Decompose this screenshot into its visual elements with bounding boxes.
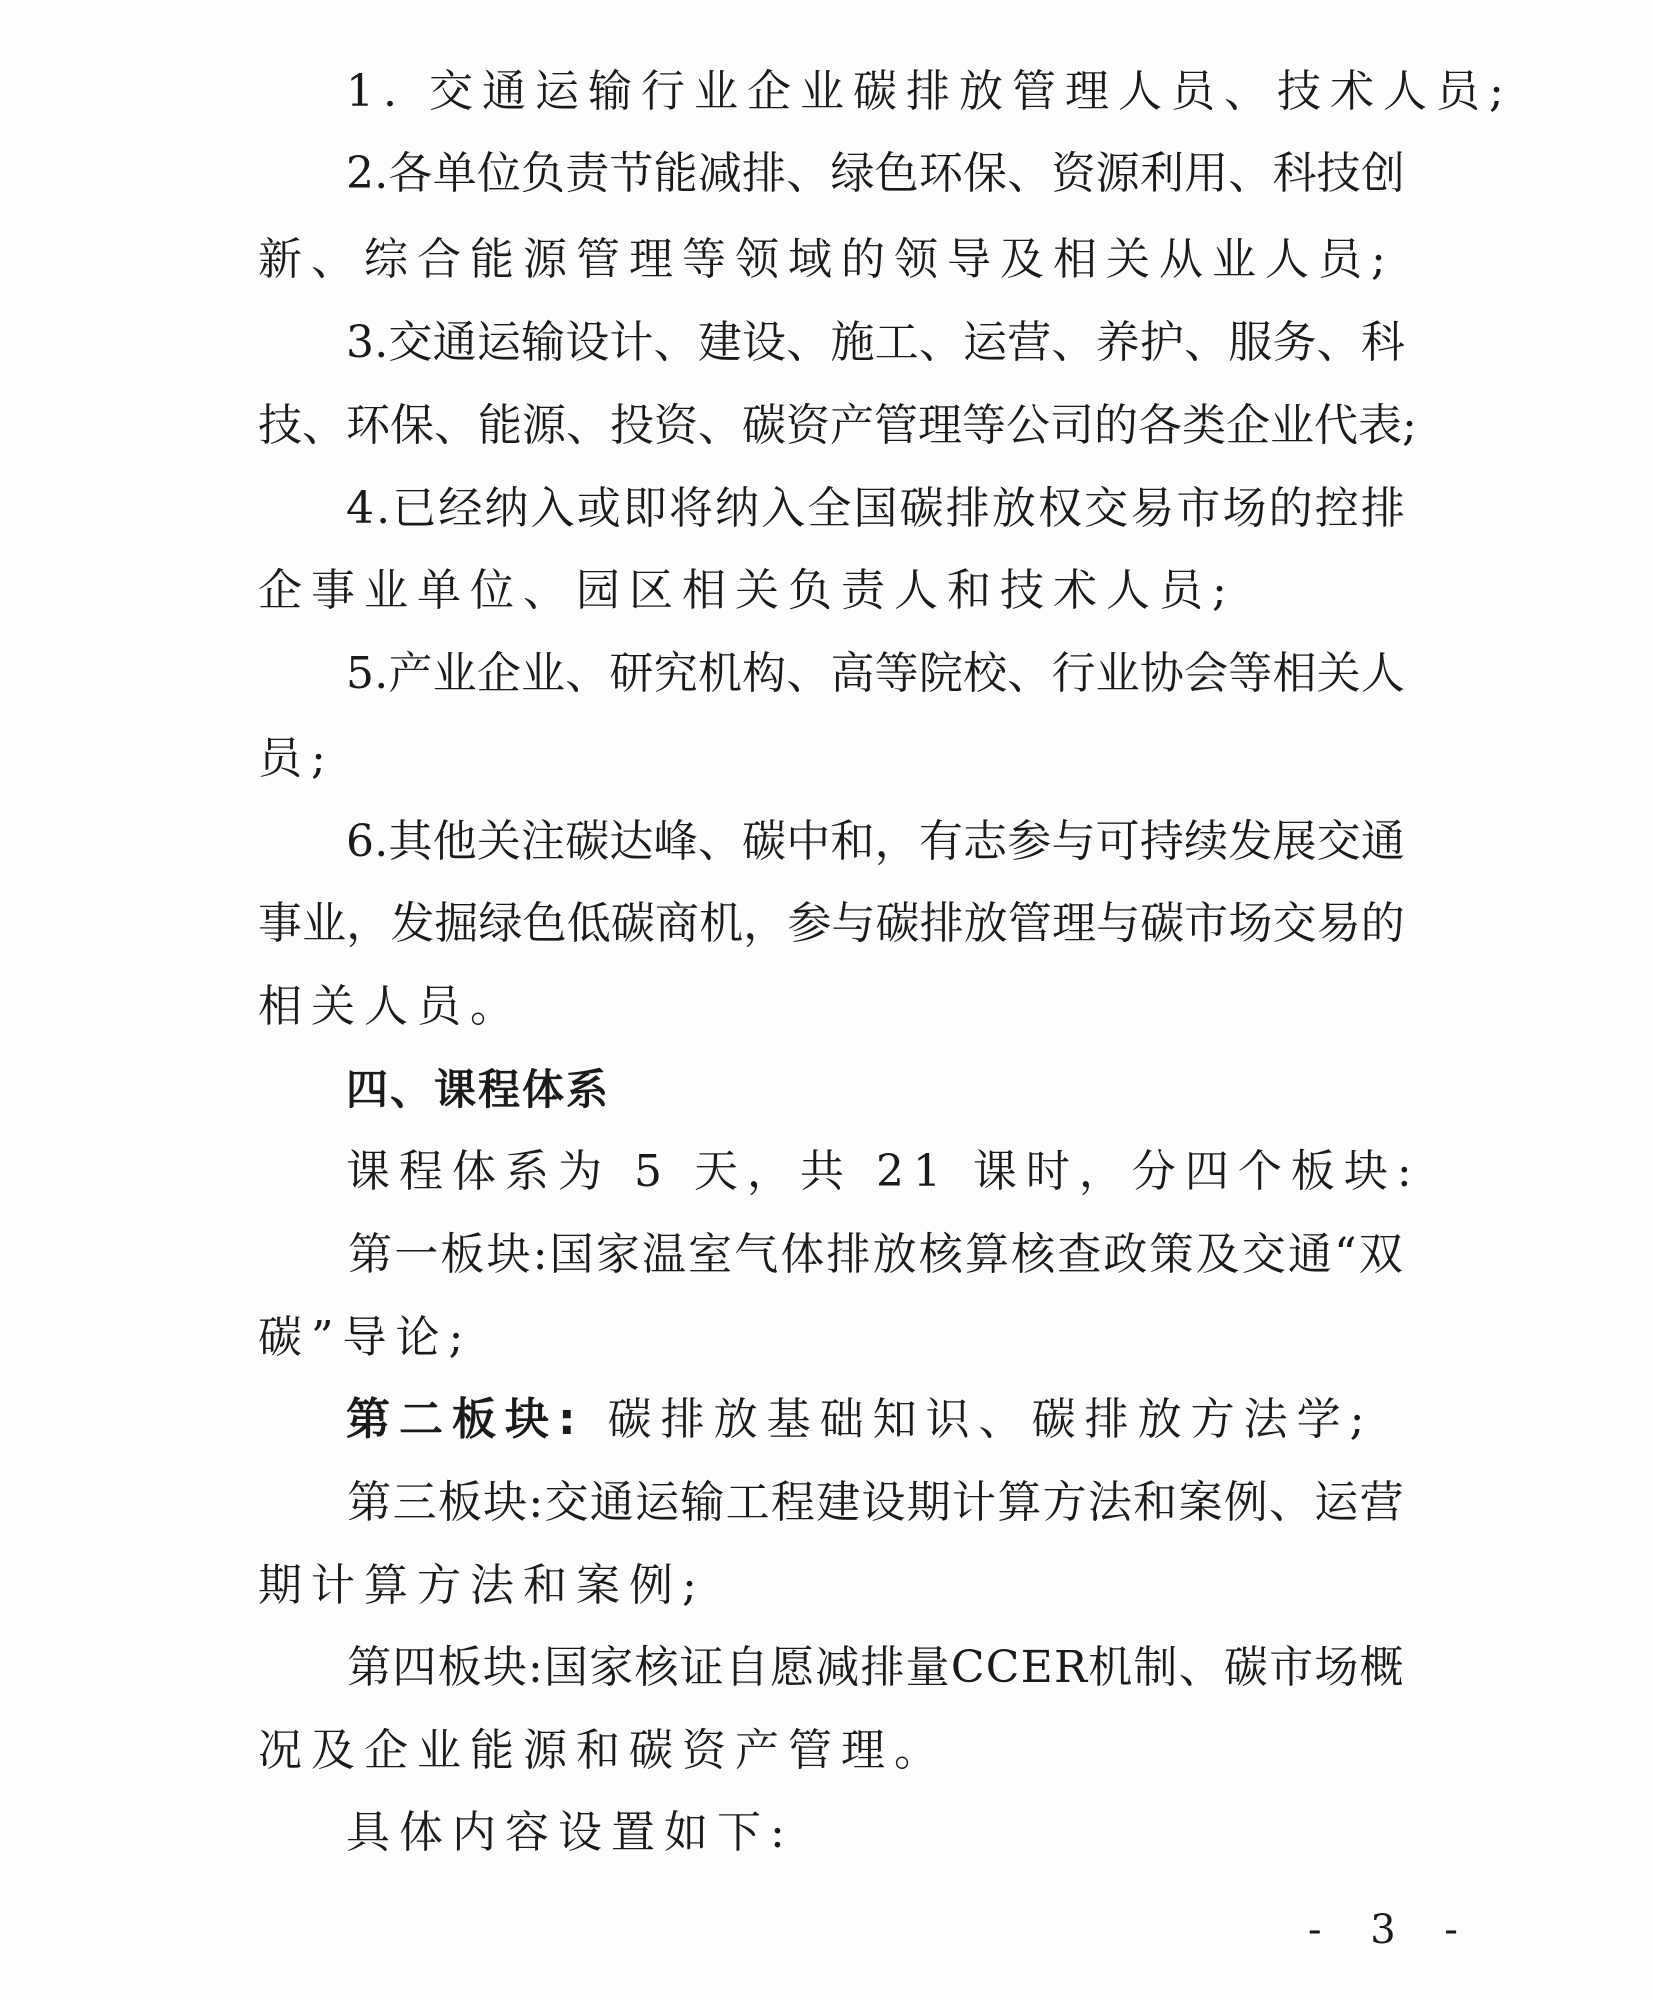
course-intro: 课程体系为 5 天，共 21 课时，分四个板块: [346,1146,1421,1197]
module-3: 第 三 板 块 : 交 通 运 输 工 程 建 设 期 计 算 方 法 和 案 例 、 运 营 [347,1477,1404,1528]
audience-item-1: 1. 交通运输行业企业碳排放管理人员、技术人员; [346,66,1513,117]
audience-item-2: 2 . 各 单 位 负 责 节 能 减 排 、 绿 色 环 保 、 资 源 利 用 、 科 技 创 [346,148,1405,199]
module-2-text: 碳排放基础知识、碳排放方法学; [584,1394,1374,1445]
audience-item-5-cont: 员; [258,733,335,784]
module-2-label: 第二板块: [346,1394,585,1445]
audience-item-3: 3 . 交 通 运 输 设 计 、 建 设 、 施 工 、 运 营 、 养 护 、 服 务 、 科 [346,317,1405,368]
module-3-cont: 期计算方法和案例; [258,1560,706,1611]
page-number: - 3 - [1308,1907,1476,1953]
module-4: 第 四 板 块 : 国 家 核 证 自 愿 减 排 量 C C E R 机 制 、 碳 市 场 概 [347,1642,1404,1693]
audience-item-2-cont: 新、综合能源管理等领域的领导及相关从业人员; [258,234,1395,285]
audience-item-3-cont: 技 、 环 保 、 能 源 、 投 资 、 碳 资 产 管 理 等 公 司 的 各 类 企 业 代 表 ; [258,400,1417,451]
section-heading: 四、课程体系 [346,1065,611,1114]
module-4-cont: 况及企业能源和碳资产管理。 [258,1725,947,1776]
audience-item-6-cont: 事 业 ， 发 掘 绿 色 低 碳 商 机 ， 参 与 碳 排 放 管 理 与 碳 市 场 交 易 的 [258,898,1405,949]
audience-item-6: 6 . 其 他 关 注 碳 达 峰 、 碳 中 和 ， 有 志 参 与 可 持 续 发 展 交 通 [346,816,1405,867]
audience-item-5: 5 . 产 业 企 业 、 研 究 机 构 、 高 等 院 校 、 行 业 协 会 等 相 关 人 [346,648,1405,699]
module-1-cont: 碳”导论; [258,1312,473,1363]
module-1: 第 一 板 块 : 国 家 温 室 气 体 排 放 核 算 核 查 政 策 及 交 通 “ 双 [348,1229,1403,1280]
audience-item-6-cont2: 相关人员。 [258,981,523,1032]
module-2 [346,1379,1405,1461]
audience-item-4: 4 . 已 经 纳 入 或 即 将 纳 入 全 国 碳 排 放 权 交 易 市 场 的 控 排 [346,483,1405,534]
content-intro: 具体内容设置如下: [346,1807,794,1858]
audience-item-4-cont: 企事业单位、园区相关负责人和技术人员; [258,565,1236,616]
